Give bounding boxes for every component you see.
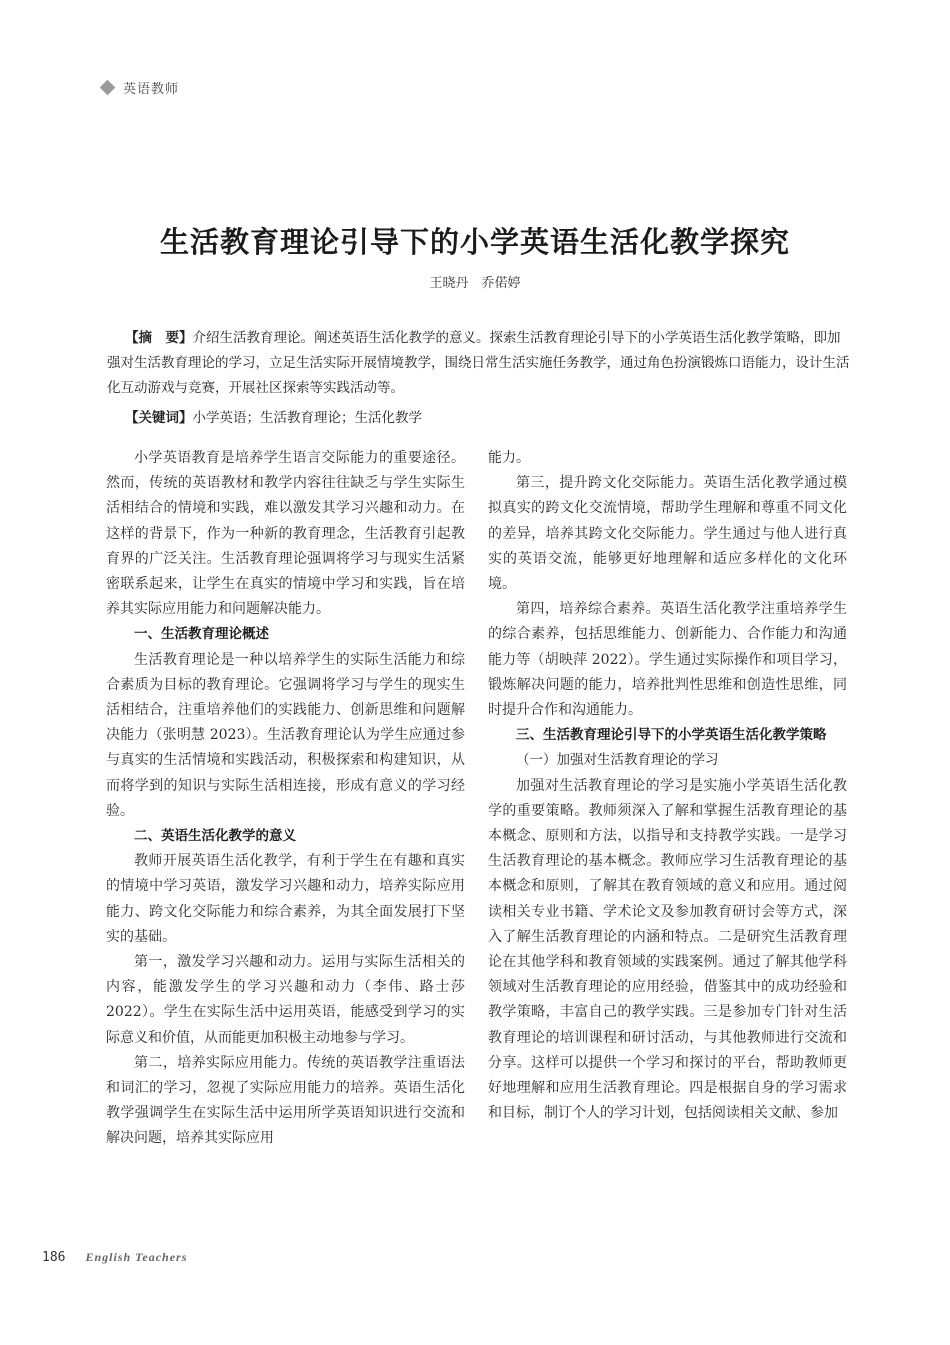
paragraph: 第二，培养实际应用能力。传统的英语教学注重语法和词汇的学习，忽视了实际应用能力的培养。英语生活化教学强调学生在实际生活中运用所学英语知识进行交流和解决问题，培养其实际应用 bbox=[106, 1054, 465, 1147]
right-column bbox=[488, 446, 847, 1126]
paragraph: 第四，培养综合素养。英语生活化教学注重培养学生的综合素养，包括思维能力、创新能力、合作能力和沟通能力等（胡映萍 2022）。学生通过实际操作和项目学习，锻炼解决问题的能力，培养批判性思维和创造性思维，同时提升合作和沟通能力。 bbox=[488, 601, 847, 719]
paragraph: 小学英语教育是培养学生语言交际能力的重要途径。然而，传统的英语教材和教学内容往往缺乏与学生实际生活相结合的情境和实践，难以激发其学习兴趣和动力。在这样的背景下，作为一种新的教育理念，生活教育引起教育界的广泛关注。生活教育理论强调将学习与现实生活紧密联系起来，让学生在真实的情境中学习和实践，旨在培养其实际应用能力和问题解决能力。 bbox=[106, 450, 465, 618]
section-label: 英语教师 bbox=[123, 82, 180, 97]
section-heading: 一、生活教育理论概述 bbox=[134, 626, 269, 643]
abstract-text: 介绍生活教育理论。阐述英语生活化教学的意义。探索生活教育理论引导下的小学英语生活化教学策略，即加强对生活教育理论的学习，立足生活实际开展情境教学，围绕日常生活实施任务教学，通过角色扮演锻炼口语能力，设计生活化互动游戏与竞赛，开展社区探索等实践活动等。 bbox=[107, 330, 850, 396]
journal-name: English Teachers bbox=[85, 1250, 188, 1264]
section-heading: 二、英语生活化教学的意义 bbox=[134, 828, 296, 845]
page-number: 186 bbox=[42, 1250, 66, 1265]
section-heading: 三、生活教育理论引导下的小学英语生活化教学策略 bbox=[516, 727, 827, 744]
abstract bbox=[107, 326, 850, 401]
running-header bbox=[102, 78, 179, 97]
paragraph: 生活教育理论是一种以培养学生的实际生活能力和综合素质为目标的教育理论。它强调将学习与学生的现实生活相结合，注重培养他们的实践能力、创新思维和问题解决能力（张明慧 2023）。生活教育理论认为学生应通过参与真实的生活情境和实践活动，积极探索和构建知识，从而将学到的知识与实际生活相连接，形成有意义的学习经验。 bbox=[106, 651, 465, 819]
left-column bbox=[106, 446, 465, 1152]
abstract-label: 【摘 要】 bbox=[125, 330, 193, 346]
paragraph: 加强对生活教育理论的学习是实施小学英语生活化教学的重要策略。教师须深入了解和掌握生活教育理论的基本概念、原则和方法，以指导和支持教学实践。一是学习生活教育理论的基本概念。教师应学习生活教育理论的基本概念和原则，了解其在教育领域的意义和应用。通过阅读相关专业书籍、学术论文及参加教育研讨会等方式，深入了解生活教育理论的内涵和特点。二是研究生活教育理论在其他学科和教育领域的实践案例。通过了解其他学科领域对生活教育理论的应用经验，借鉴其中的成功经验和教学策略，丰富自己的教学实践。三是参加专门针对生活教育理论的培训课程和研讨活动，与其他教师进行交流和分享。这样可以提供一个学习和探讨的平台，帮助教师更好地理解和应用生活教育理论。四是根据自身的学习需求和目标，制订个人的学习计划，包括阅读相关文献、参加 bbox=[488, 777, 847, 1122]
article-title: 生活教育理论引导下的小学英语生活化教学探究 bbox=[159, 225, 790, 259]
page-footer bbox=[42, 1250, 187, 1265]
paragraph: 教师开展英语生活化教学，有利于学生在有趣和真实的情境中学习英语，激发学习兴趣和动力，培养实际应用能力、跨文化交际能力和综合素养，为其全面发展打下坚实的基础。 bbox=[106, 853, 465, 945]
keywords bbox=[125, 406, 422, 431]
keywords-text: 小学英语；生活教育理论；生活化教学 bbox=[192, 410, 422, 426]
authors: 王晓丹 乔偌婷 bbox=[429, 276, 521, 291]
paragraph: 能力。 bbox=[488, 450, 530, 466]
keywords-label: 【关键词】 bbox=[125, 410, 193, 426]
paragraph: 第一，激发学习兴趣和动力。运用与实际生活相关的内容，能激发学生的学习兴趣和动力（李伟、路士莎 2022）。学生在实际生活中运用英语，能感受到学习的实际意义和价值，从而能更加积极主动地参与学习。 bbox=[106, 954, 465, 1046]
paragraph: 第三，提升跨文化交际能力。英语生活化教学通过模拟真实的跨文化交流情境，帮助学生理解和尊重不同文化的差异，培养其跨文化交际能力。学生通过与他人进行真实的英语交流，能够更好地理解和适应多样化的文化环境。 bbox=[488, 475, 847, 593]
diamond-icon bbox=[100, 80, 116, 96]
subsection-heading: （一）加强对生活教育理论的学习 bbox=[516, 752, 719, 769]
